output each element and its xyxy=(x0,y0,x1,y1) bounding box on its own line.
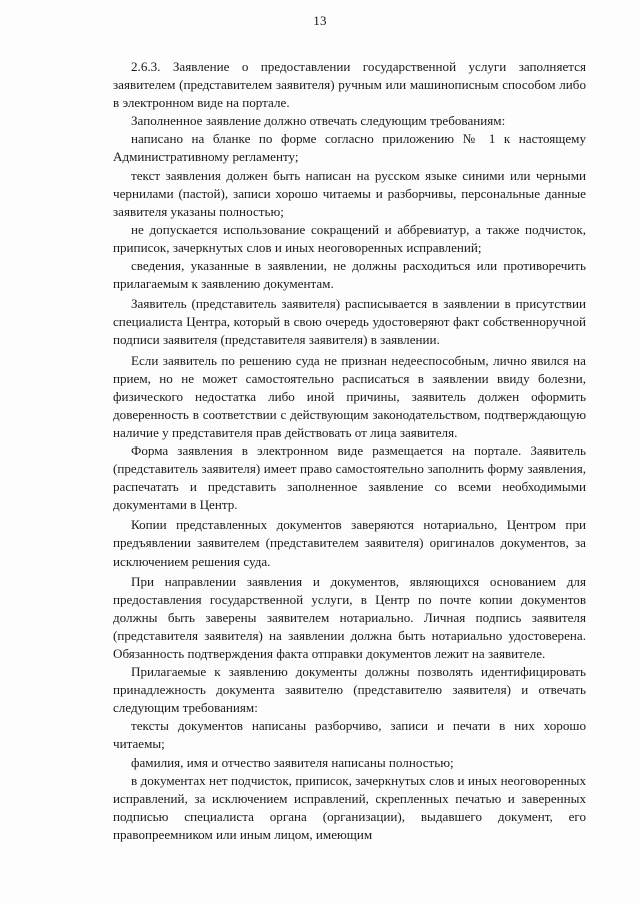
document-body xyxy=(113,58,586,844)
paragraph-consistency: сведения, указанные в заявлении, не должны расходиться или противоречить прилагаемым к заявлению документам. xyxy=(113,258,586,292)
paragraph-requirements-intro: Заполненное заявление должно отвечать следующим требованиям: xyxy=(131,113,506,129)
paragraph-signature: Заявитель (представитель заявителя) расписывается в заявлении в присутствии специалиста Центра, который в свою очередь удостоверяют факт собственноручной подписи заявителя (представителя заявителя) в заявлении. xyxy=(113,296,586,348)
paragraph-electronic-form: Форма заявления в электронном виде размещается на портале. Заявитель (представитель заявителя) имеет право самостоятельно заполнить форму заявления, распечатать и представить заполненное заявление со всеми необходимыми документами в Центр. xyxy=(113,442,586,513)
paragraph-power-of-attorney: Если заявитель по решению суда не признан недееспособным, лично явился на прием, но не может самостоятельно расписаться в заявлении ввиду болезни, физического недостатка либо иной причины, заявитель должен оформить доверенность в соответствии с действующим законодательством, подтверждающую наличие у представителя прав действовать от лица заявителя. xyxy=(113,352,586,440)
paragraph-no-corrections: в документах нет подчисток, приписок, зачеркнутых слов и иных неоговоренных исправлений, за исключением исправлений, скрепленных печатью и заверенных подписью специалиста органа (организации), выдавшего документ, его правопреемником или иным лицом, имеющим xyxy=(113,772,586,842)
paragraph-docs-legible: тексты документов написаны разборчиво, записи и печати в них хорошо читаемы; xyxy=(113,718,586,752)
paragraph-no-abbreviations: не допускается использование сокращений и аббревиатур, а также подчисток, приписок, зачеркнутых слов и иных неоговоренных исправлений; xyxy=(113,221,586,255)
paragraph-full-name: фамилия, имя и отчество заявителя написаны полностью; xyxy=(131,754,454,770)
paragraph-postal-submission: При направлении заявления и документов, являющихся основанием для предоставления государственной услуги, в Центр по почте копии документов должны быть заверены заявителем нотариально. Личная подпись заявителя (представителя заявителя) на заявлении должна быть нотариально удостоверена. Обязанность подтверждения факта отправки документов лежит на заявителе. xyxy=(113,573,586,661)
paragraph-attached-docs: Прилагаемые к заявлению документы должны позволять идентифицировать принадлежность документа заявителю (представителю заявителя) и отвечать следующим требованиям: xyxy=(113,664,586,716)
paragraph-text-language: текст заявления должен быть написан на русском языке синими или черными чернилами (пастой), записи хорошо читаемы и разборчивы, персональные данные заявителя указаны полностью; xyxy=(113,167,586,219)
paragraph-copies-notarized: Копии представленных документов заверяются нотариально, Центром при предъявлении заявителем (представителем заявителя) оригиналов документов, за исключением решения суда. xyxy=(113,517,586,569)
paragraph-form-blank: написано на бланке по форме согласно приложению № 1 к настоящему Административному регламенту; xyxy=(113,131,586,165)
paragraph-2-6-3: 2.6.3. Заявление о предоставлении государственной услуги заполняется заявителем (представителем заявителя) ручным или машинописным способом либо в электронном виде на портале. xyxy=(113,59,586,111)
page-number: 13 xyxy=(313,13,327,28)
